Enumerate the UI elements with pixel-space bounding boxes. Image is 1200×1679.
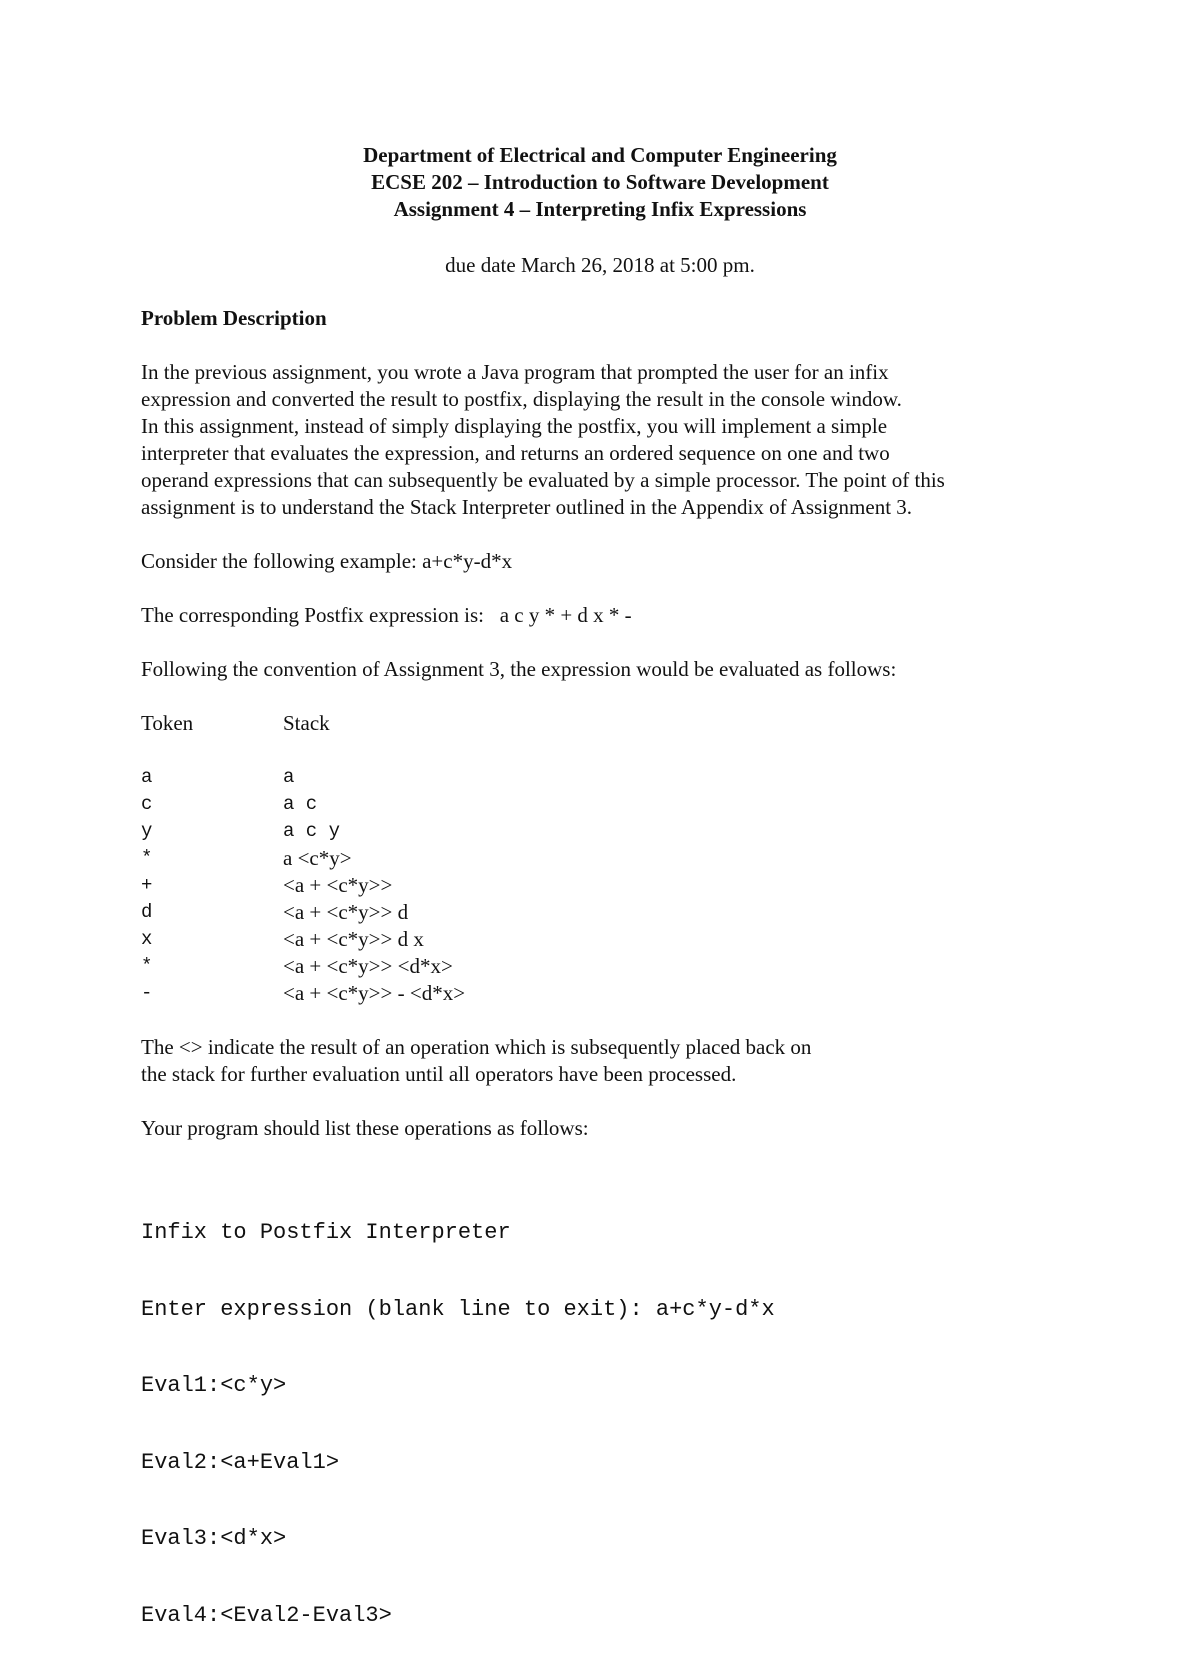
document-header	[0, 142, 1200, 223]
intro-line: operand expressions that can subsequently be evaluated by a simple processor. The point of this	[141, 468, 945, 492]
section-title: Problem Description	[141, 306, 327, 330]
table-row	[141, 791, 1141, 818]
intro-line: In the previous assignment, you wrote a Java program that prompted the user for an infix	[141, 360, 889, 384]
token-cell: a	[141, 766, 153, 788]
console-line: Eval1:<c*y>	[141, 1373, 287, 1398]
stack-cell: <a + <c*y>> d x	[283, 927, 424, 951]
table-row	[141, 764, 1141, 791]
course-heading: ECSE 202 – Introduction to Software Development	[371, 170, 829, 194]
convention-line: Following the convention of Assignment 3, the expression would be evaluated as follows:	[141, 657, 897, 681]
intro-line: expression and converted the result to postfix, displaying the result in the console window.	[141, 387, 902, 411]
table-row	[141, 926, 1141, 953]
note-line: The <> indicate the result of an operation which is subsequently placed back on	[141, 1035, 812, 1059]
console-line: Eval4:<Eval2-Eval3>	[141, 1602, 392, 1628]
token-cell: y	[141, 820, 153, 842]
token-cell: d	[141, 901, 153, 923]
token-cell: -	[141, 982, 153, 1004]
console-output	[141, 1169, 1141, 1679]
table-row	[141, 899, 1141, 926]
token-cell: *	[141, 955, 153, 977]
console-line: Eval2:<a+Eval1>	[141, 1449, 340, 1475]
intro-line: In this assignment, instead of simply displaying the postfix, you will implement a simple	[141, 414, 888, 438]
stack-cell: <a + <c*y>> - <d*x>	[283, 981, 466, 1005]
stack-cell: <a + <c*y>> d	[283, 900, 409, 924]
stack-cell: <a + <c*y>> <d*x>	[283, 954, 453, 978]
due-date: due date March 26, 2018 at 5:00 pm.	[445, 253, 755, 277]
table-row	[141, 980, 1141, 1007]
token-cell: *	[141, 847, 153, 869]
stack-cell: a c y	[283, 820, 341, 842]
token-cell: +	[141, 874, 153, 896]
intro-paragraph	[141, 359, 1141, 521]
table-row	[141, 953, 1141, 980]
evaluation-table	[141, 710, 1141, 1007]
token-header: Token	[141, 711, 194, 735]
token-cell: c	[141, 793, 153, 815]
stack-cell: a c	[283, 793, 318, 815]
console-line: Eval3:<d*x>	[141, 1526, 287, 1551]
console-line: Enter expression (blank line to exit): a+c*y-d*x	[141, 1296, 775, 1322]
document-body	[141, 305, 1141, 1679]
department-heading: Department of Electrical and Computer Engineering	[363, 143, 837, 167]
intro-line: interpreter that evaluates the expression, and returns an ordered sequence on one and two	[141, 441, 890, 465]
example-line: Consider the following example: a+c*y-d*x	[141, 549, 513, 573]
stack-cell: a	[283, 766, 295, 788]
table-row	[141, 845, 1141, 872]
intro-line: assignment is to understand the Stack Interpreter outlined in the Appendix of Assignment 3.	[141, 495, 913, 519]
assignment-heading: Assignment 4 – Interpreting Infix Expressions	[393, 197, 807, 221]
stack-cell: a <c*y>	[283, 846, 352, 870]
table-row	[141, 872, 1141, 899]
note-paragraph	[141, 1034, 1141, 1088]
table-header-row	[141, 710, 1141, 737]
stack-cell: <a + <c*y>>	[283, 873, 393, 897]
postfix-line: The corresponding Postfix expression is: a c y * + d x * -	[141, 603, 632, 627]
stack-header: Stack	[283, 711, 330, 735]
token-cell: x	[141, 928, 153, 950]
table-row	[141, 818, 1141, 845]
list-intro: Your program should list these operations as follows:	[141, 1116, 589, 1140]
console-line: Infix to Postfix Interpreter	[141, 1220, 511, 1245]
note-line: the stack for further evaluation until all operators have been processed.	[141, 1062, 737, 1086]
